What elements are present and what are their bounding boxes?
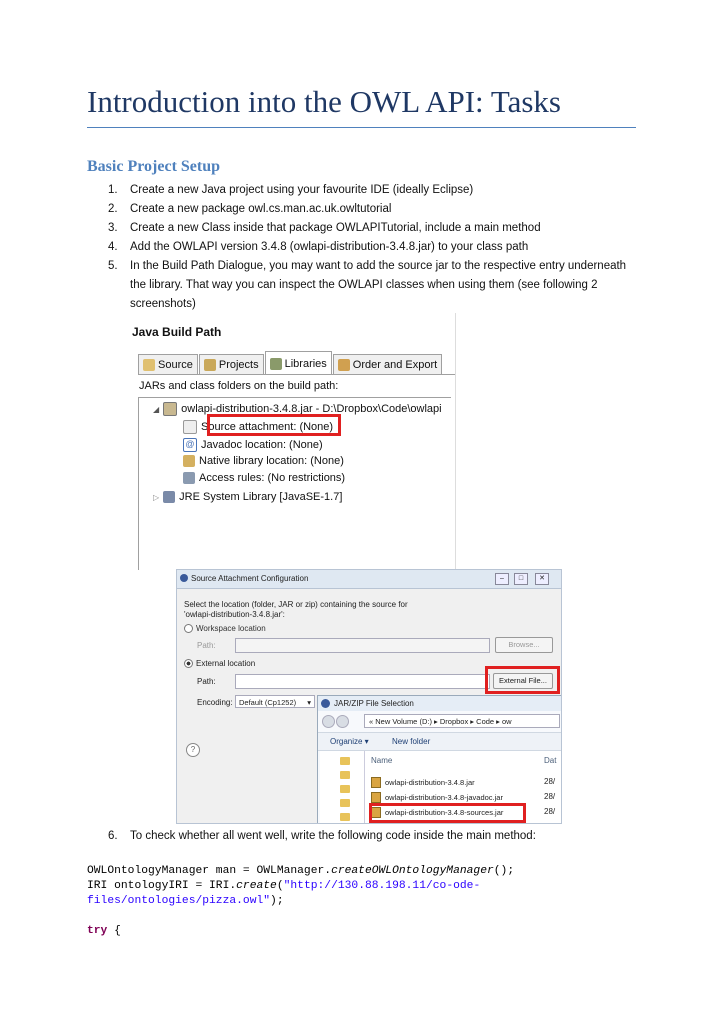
javadoc-item[interactable] [183, 438, 323, 452]
native-library-label: Native library location: (None) [199, 455, 344, 467]
workspace-path-field[interactable] [235, 638, 490, 653]
build-path-title: Java Build Path [132, 325, 222, 339]
step-item [100, 219, 640, 238]
projects-icon [204, 359, 216, 371]
step-number: 4. [108, 241, 118, 253]
help-icon[interactable]: ? [186, 743, 200, 757]
folder-icon[interactable] [340, 799, 350, 807]
javadoc-icon: @ [183, 438, 197, 452]
step-item [100, 827, 660, 846]
workspace-path-label: Path: [197, 641, 216, 650]
dialog-titlebar [177, 570, 561, 589]
dialog-title: Source Attachment Configuration [191, 574, 309, 583]
organize-button[interactable]: Organize ▾ [330, 737, 369, 746]
tab-libraries[interactable]: Libraries [265, 351, 332, 375]
access-rules-label: Access rules: (No restrictions) [199, 472, 346, 484]
step-item [100, 181, 640, 200]
highlight-box [207, 414, 341, 436]
step-text: In the Build Path Dialogue, you may want to add the source jar to the respective entry underneath the library. That way you can inspect the OWLAPI classes when using them (see following 2 screenshots) [130, 260, 627, 310]
step-number: 3. [108, 222, 118, 234]
close-icon[interactable]: ✕ [535, 573, 549, 585]
highlight-box [369, 803, 526, 823]
step-text: Create a new package owl.cs.man.ac.uk.owltutorial [130, 203, 392, 215]
file-date: 28/ [544, 807, 556, 816]
instruction-jar-name: 'owlapi-distribution-3.4.8.jar': [184, 610, 285, 619]
tab-bar [138, 354, 443, 374]
native-library-item[interactable] [183, 455, 344, 467]
step-text: Create a new Java project using your favourite IDE (ideally Eclipse) [130, 184, 474, 196]
forward-icon[interactable] [336, 715, 349, 728]
encoding-select[interactable] [235, 695, 315, 708]
folder-icon[interactable] [340, 771, 350, 779]
jar-dialog-title: JAR/ZIP File Selection [334, 699, 414, 708]
column-header-name[interactable]: Name [371, 756, 393, 765]
step-number: 6. [108, 830, 118, 842]
section-heading: Basic Project Setup [87, 158, 221, 175]
radio-selected-icon [184, 659, 193, 668]
encoding-value: Default (Cp1252) [239, 698, 297, 707]
jar-toolbar [318, 732, 562, 751]
build-path-screenshot [130, 313, 456, 569]
native-library-icon [183, 455, 195, 467]
step-item [100, 257, 640, 314]
minimize-icon[interactable]: – [495, 573, 509, 585]
tab-source[interactable]: Source [138, 354, 198, 375]
workspace-location-radio[interactable]: Workspace location [184, 624, 266, 633]
external-file-button[interactable]: External File... [493, 673, 553, 689]
steps-list [100, 181, 640, 314]
folder-icon[interactable] [340, 785, 350, 793]
step-number: 1. [108, 184, 118, 196]
tree-label: JARs and class folders on the build path: [139, 380, 339, 392]
step-item [100, 200, 640, 219]
tab-projects[interactable]: Projects [199, 354, 264, 375]
file-row[interactable]: owlapi-distribution-3.4.8-sources.jar [371, 807, 503, 818]
tab-divider [138, 374, 455, 375]
eclipse-icon [321, 699, 330, 708]
external-location-radio[interactable]: External location [184, 659, 255, 668]
jar-dialog-titlebar [318, 696, 562, 711]
step-text: Create a new Class inside that package OWLAPITutorial, include a main method [130, 222, 541, 234]
column-header-date[interactable]: Dat [544, 756, 557, 765]
jar-file-icon [371, 777, 381, 788]
access-rules-item[interactable] [183, 472, 345, 484]
file-date: 28/ [544, 777, 556, 786]
source-attachment-icon [183, 420, 197, 434]
expanded-arrow-icon: ◢ [153, 404, 160, 414]
eclipse-icon [180, 574, 188, 582]
title-rule [87, 127, 636, 128]
step-number: 5. [108, 260, 118, 272]
order-export-icon [338, 359, 350, 371]
tab-order-export[interactable]: Order and Export [333, 354, 442, 375]
file-row[interactable]: owlapi-distribution-3.4.8-javadoc.jar [371, 792, 503, 803]
radio-icon [184, 624, 193, 633]
back-icon[interactable] [322, 715, 335, 728]
page-title: Introduction into the OWL API: Tasks [87, 84, 561, 119]
step-text: To check whether all went well, write the following code inside the main method: [130, 830, 536, 842]
external-path-label: Path: [197, 677, 216, 686]
step-text: Add the OWLAPI version 3.4.8 (owlapi-distribution-3.4.8.jar) to your class path [130, 241, 529, 253]
new-folder-button[interactable]: New folder [392, 737, 431, 746]
folder-icon[interactable] [340, 757, 350, 765]
access-rules-icon [183, 472, 195, 484]
file-row[interactable]: owlapi-distribution-3.4.8.jar [371, 777, 475, 788]
source-folder-icon [143, 359, 155, 371]
instruction-text: Select the location (folder, JAR or zip) containing the source for [184, 600, 408, 609]
jre-entry[interactable] [153, 491, 342, 503]
jar-entry-label: owlapi-distribution-3.4.8.jar - D:\Dropbox\Code\owlapi [181, 403, 442, 415]
code-block: OWLOntologyManager man = OWLManager.createOWLOntologyManager(); IRI ontologyIRI = IRI.create("http://130.88.198.11/co-ode- files/ontologies/pizza.owl"); try { [87, 865, 515, 937]
source-attachment-label: Source attachment: (None) [201, 421, 334, 433]
jar-icon [163, 402, 177, 416]
jre-library-icon [163, 491, 175, 503]
folder-icon[interactable] [340, 813, 350, 821]
jar-selection-dialog [317, 695, 562, 824]
step-number: 2. [108, 203, 118, 215]
file-date: 28/ [544, 792, 556, 801]
libraries-icon [270, 358, 282, 370]
browse-button[interactable]: Browse... [495, 637, 553, 653]
source-attachment-screenshot [176, 569, 562, 824]
step-item [100, 238, 640, 257]
folder-tree [320, 751, 365, 824]
maximize-icon[interactable]: □ [514, 573, 528, 585]
javadoc-label: Javadoc location: (None) [201, 439, 323, 451]
encoding-label: Encoding: [197, 698, 233, 707]
address-bar[interactable]: « New Volume (D:) ▸ Dropbox ▸ Code ▸ ow [364, 714, 560, 728]
highlight-box [485, 666, 560, 694]
external-path-field[interactable] [235, 674, 490, 689]
jre-entry-label: JRE System Library [JavaSE-1.7] [179, 491, 343, 503]
collapsed-arrow-icon: ▷ [153, 492, 160, 502]
jar-file-icon [371, 792, 381, 803]
dropdown-arrow-icon: ▾ [307, 698, 311, 707]
